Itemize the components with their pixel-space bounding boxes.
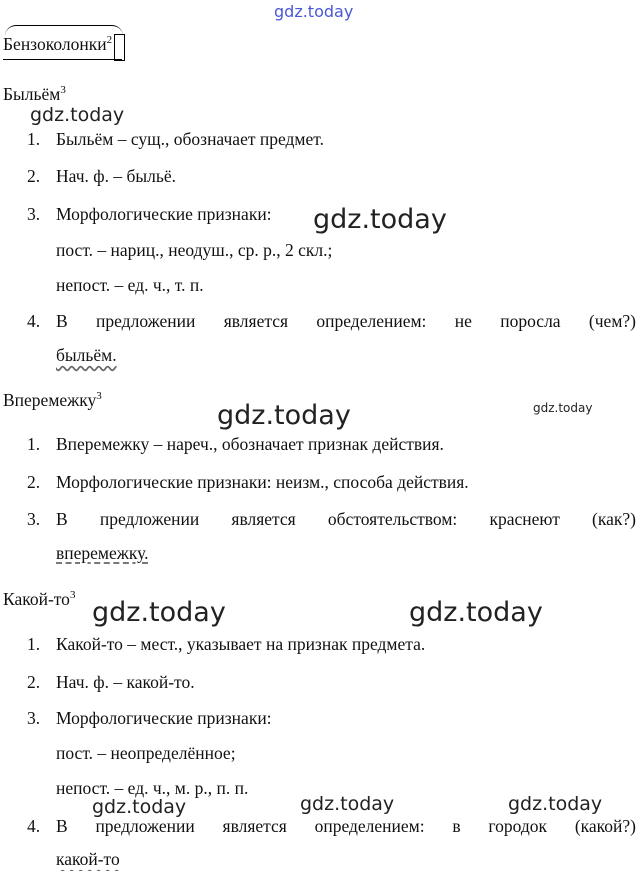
item-text: Нач. ф. – быльё. [56,166,176,186]
header-word-text: Бензоколонки [3,34,107,54]
item-number: 3. [27,708,41,728]
stem-underline [3,59,122,60]
item-continuation [56,849,120,870]
section-title-1-sup: 3 [60,84,66,97]
watermark-7: gdz.today [92,796,187,818]
item-text: В предложении является определением: в городок (какой?) [56,816,636,836]
item-continuation [56,543,148,564]
item-text: Морфологические признаки: [56,204,272,224]
section-title-2-text: Вперемежку [3,390,97,410]
ending-box-mark [114,34,125,61]
item-subline: пост. – неопределённое; [56,743,236,763]
item-number: 1. [27,129,41,149]
item-number: 4. [27,311,41,331]
item-number: 2. [27,472,41,492]
item-text: Вперемежку – нареч., обозначает признак действия. [56,434,444,454]
item-text: Морфологические признаки: неизм., способа действия. [56,472,469,492]
section-title-1 [3,84,66,105]
watermark-6: gdz.today [409,597,543,628]
item-text: Быльём – сущ., обозначает предмет. [56,129,324,149]
item-number: 3. [27,204,41,224]
item-number: 1. [27,634,41,654]
watermark-1: gdz.today [30,104,125,126]
item-subline: пост. – нариц., неодуш., ср. р., 2 скл.; [56,240,333,260]
section-title-2-sup: 3 [96,390,102,403]
item-text: Морфологические признаки: [56,708,272,728]
item-number: 2. [27,166,41,186]
item-text: В предложении является определением: не поросла (чем?) [56,311,636,331]
item-number: 2. [27,672,41,692]
watermark-2: gdz.today [313,204,447,235]
item-number: 1. [27,434,41,454]
item-continuation [56,345,117,366]
item-number: 4. [27,816,41,836]
section-title-1-text: Быльём [3,84,61,104]
header-word-sup: 2 [106,34,113,47]
underlined-word: вперемежку. [56,543,149,563]
item-text: Какой-то – мест., указывает на признак предмета. [56,634,426,654]
item-subline: непост. – ед. ч., м. р., п. п. [56,778,249,798]
watermark-8: gdz.today [300,793,395,815]
watermark-9: gdz.today [508,793,603,815]
section-title-3-sup: 3 [69,589,76,602]
header-word [3,34,112,55]
watermark-5: gdz.today [92,597,226,628]
item-subline: непост. – ед. ч., т. п. [56,275,204,295]
section-title-3 [3,589,75,610]
item-text: В предложении является обстоятельством: краснеют (как?) [56,509,636,529]
section-title-2 [3,390,102,411]
item-text: Нач. ф. – какой-то. [56,672,195,692]
underlined-word: быльём. [56,345,117,365]
watermark-4: gdz.today [533,401,593,415]
section-title-3-text: Какой-то [3,589,70,609]
underlined-word: какой-то [56,849,120,869]
watermark-top: gdz.today [274,2,354,21]
item-number: 3. [27,509,41,529]
watermark-3: gdz.today [217,400,351,431]
